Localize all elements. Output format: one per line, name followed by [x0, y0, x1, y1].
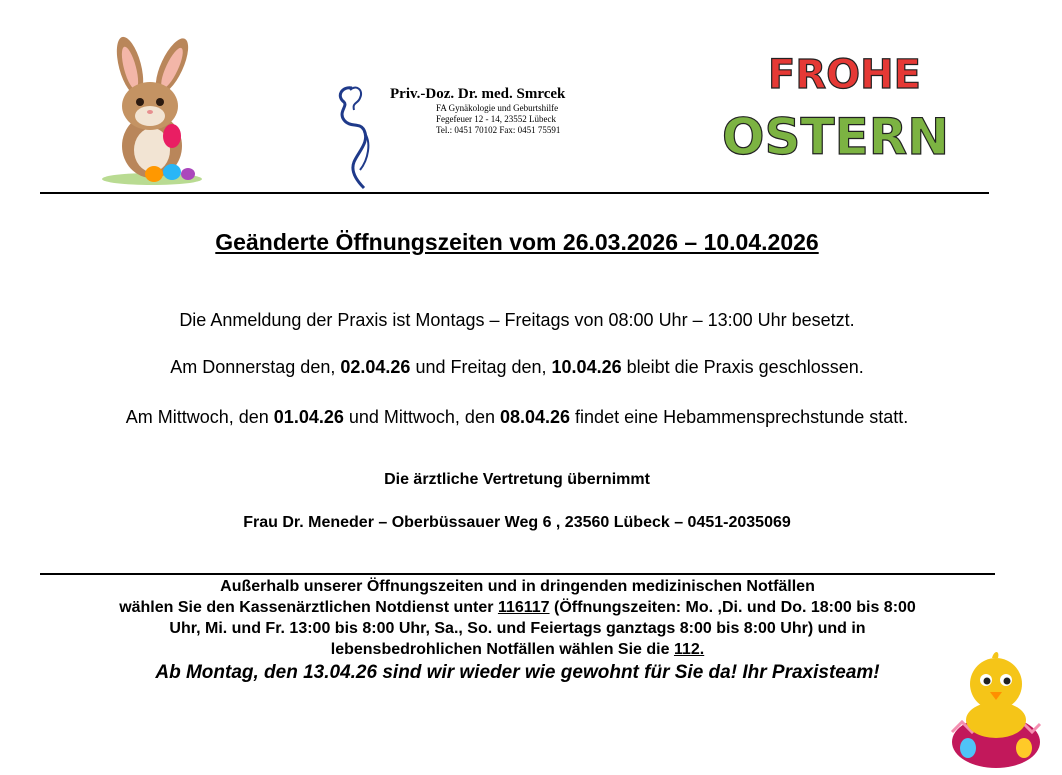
section-divider — [40, 573, 995, 575]
midwife-text-3: findet eine Hebammensprechstunde statt. — [570, 407, 909, 427]
emergency-line-2-hours: (Öffnungszeiten: Mo. ,Di. und Do. 18:00 bis 8:00 — [549, 599, 916, 616]
emergency-line-1: Außerhalb unserer Öffnungszeiten und in dringenden medizinischen Notfällen — [220, 578, 815, 595]
emergency-line-3: Uhr, Mi. und Fr. 13:00 bis 8:00 Uhr, Sa., So. und Feiertags ganztags 8:00 bis 8:00 Uhr) und in — [169, 620, 866, 637]
easter-bunny-image — [92, 34, 212, 186]
greeting-line2: OSTERN — [722, 108, 950, 166]
doctor-name: Priv.-Doz. Dr. med. Smrcek — [390, 86, 566, 102]
midwife-date-2: 08.04.26 — [499, 407, 571, 427]
closure-text-3: bleibt die Praxis geschlossen. — [621, 357, 864, 377]
easter-chick-image — [946, 644, 1046, 768]
closing-message: Ab Montag, den 13.04.26 sind wir wieder wie gewohnt für Sie da! Ihr Praxisteam! — [155, 662, 880, 683]
reception-hours: Die Anmeldung der Praxis ist Montags – Freitags von 08:00 Uhr – 13:00 Uhr besetzt. — [179, 310, 855, 330]
frohe-ostern-graphic — [718, 36, 958, 176]
doctor-specialty: FA Gynäkologie und Geburtshilfe — [436, 103, 559, 113]
emergency-line-4 — [40, 639, 995, 660]
midwife-date-1: 01.04.26 — [273, 407, 344, 427]
clinic-phone-fax: Tel.: 0451 70102 Fax: 0451 75591 — [436, 125, 561, 135]
clinic-address: Fegefeuer 12 - 14, 23552 Lübeck — [436, 114, 556, 124]
header-divider — [40, 192, 989, 194]
closure-date-1: 02.04.26 — [340, 357, 411, 377]
representative-details: Frau Dr. Meneder – Oberbüssauer Weg 6 , 23560 Lübeck – 0451-2035069 — [243, 514, 791, 531]
midwife-text-2: und Mittwoch, den — [343, 407, 500, 427]
emergency-number: 112. — [673, 641, 705, 658]
midwife-notice — [0, 407, 1034, 428]
on-call-number: 116117 — [497, 599, 550, 616]
closure-text-2: und Freitag den, — [410, 357, 552, 377]
emergency-info — [40, 576, 995, 660]
closure-text-1: Am Donnerstag den, — [170, 357, 341, 377]
emergency-line-4-text: lebensbedrohlichen Notfällen wählen Sie die — [330, 641, 674, 658]
midwife-text-1: Am Mittwoch, den — [125, 407, 274, 427]
closure-date-2: 10.04.26 — [551, 357, 622, 377]
closure-notice — [0, 357, 1034, 378]
emergency-line-2-text: wählen Sie den Kassenärztlichen Notdienst unter — [119, 599, 498, 616]
representation-heading: Die ärztliche Vertretung übernimmt — [384, 471, 650, 488]
greeting-line1: FROHE — [768, 52, 921, 98]
emergency-line-2 — [40, 597, 995, 618]
clinic-header — [390, 86, 630, 136]
notice-title: Geänderte Öffnungszeiten vom 26.03.2026 – 10.04.2026 — [215, 229, 819, 255]
clinic-logo-icon — [330, 82, 380, 190]
